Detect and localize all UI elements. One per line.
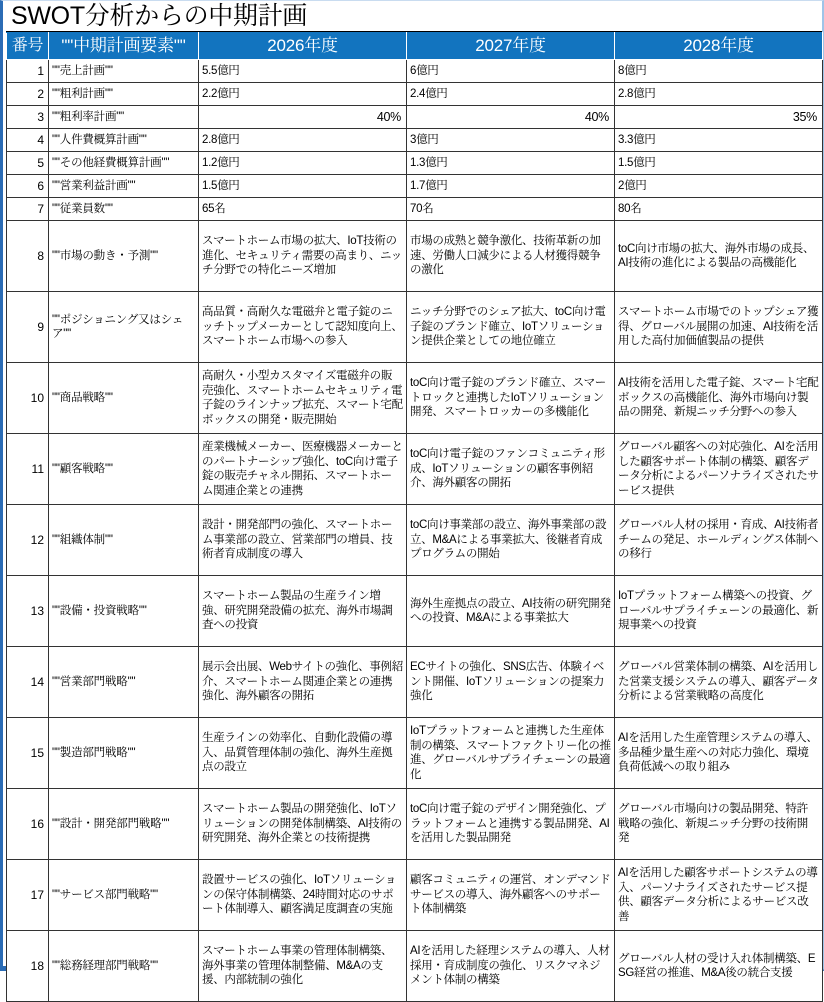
table-row	[7, 221, 823, 292]
plan-element-cell[interactable]: ""営業利益計画""	[49, 175, 199, 198]
plan-element-cell[interactable]: ""粗利率計画""	[49, 106, 199, 129]
fy2027-cell[interactable]: ニッチ分野でのシェア拡大、toC向け電子錠のブランド確立、IoTソリューション提供企業としての地位確立	[407, 292, 615, 363]
plan-element-cell[interactable]: ""設計・開発部門戦略""	[49, 789, 199, 860]
table-body	[7, 60, 823, 1002]
table-row	[7, 175, 823, 198]
fy2027-cell[interactable]: 2.4億円	[407, 83, 615, 106]
plan-element-cell[interactable]: ""製造部門戦略""	[49, 718, 199, 789]
row-number-cell[interactable]: 14	[7, 647, 49, 718]
fy2028-cell[interactable]: グローバル営業体制の構築、AIを活用した営業支援システムの導入、顧客データ分析による営業戦略の高度化	[615, 647, 823, 718]
table-header-row	[7, 33, 823, 60]
row-number-cell[interactable]: 4	[7, 129, 49, 152]
column-header-number[interactable]: 番号	[7, 33, 49, 60]
fy2026-cell[interactable]: スマートホーム事業の管理体制構築、海外事業の管理体制整備、M&Aの支援、内部統制の強化	[199, 931, 407, 1002]
column-header-fy2028[interactable]: 2028年度	[615, 33, 823, 60]
row-number-cell[interactable]: 18	[7, 931, 49, 1002]
fy2027-cell[interactable]: 1.3億円	[407, 152, 615, 175]
row-number-cell[interactable]: 6	[7, 175, 49, 198]
table-row	[7, 718, 823, 789]
plan-element-cell[interactable]: ""粗利計画""	[49, 83, 199, 106]
fy2028-cell[interactable]: AIを活用した顧客サポートシステムの導入、パーソナライズされたサービス提供、顧客データ分析によるサービス改善	[615, 860, 823, 931]
fy2028-cell[interactable]: AI技術を活用した電子錠、スマート宅配ボックスの高機能化、海外市場向け製品の開発、新規ニッチ分野への参入	[615, 363, 823, 434]
fy2028-cell[interactable]: 2.8億円	[615, 83, 823, 106]
fy2028-cell[interactable]: 2億円	[615, 175, 823, 198]
table-row	[7, 647, 823, 718]
fy2027-cell[interactable]: toC向け事業部の設立、海外事業部の設立、M&Aによる事業拡大、後継者育成プログラムの開始	[407, 505, 615, 576]
document-title-bar	[6, 1, 822, 32]
table-row	[7, 363, 823, 434]
page-title: SWOT分析からの中期計画	[11, 2, 308, 30]
table-row	[7, 292, 823, 363]
plan-element-cell[interactable]: ""設備・投資戦略""	[49, 576, 199, 647]
fy2028-cell[interactable]: 80名	[615, 198, 823, 221]
table-row	[7, 83, 823, 106]
fy2027-cell[interactable]: 3億円	[407, 129, 615, 152]
row-number-cell[interactable]: 8	[7, 221, 49, 292]
fy2028-cell[interactable]: グローバル市場向けの製品開発、特許戦略の強化、新規ニッチ分野の技術開発	[615, 789, 823, 860]
table-row	[7, 576, 823, 647]
row-number-cell[interactable]: 7	[7, 198, 49, 221]
row-number-cell[interactable]: 9	[7, 292, 49, 363]
fy2026-cell[interactable]: 設置サービスの強化、IoTソリューションの保守体制構築、24時間対応のサポート体制導入、顧客満足度調査の実施	[199, 860, 407, 931]
row-number-cell[interactable]: 1	[7, 60, 49, 83]
fy2028-cell[interactable]: 3.3億円	[615, 129, 823, 152]
plan-element-cell[interactable]: ""従業員数""	[49, 198, 199, 221]
fy2027-cell[interactable]: ECサイトの強化、SNS広告、体験イベント開催、IoTソリューションの提案力強化	[407, 647, 615, 718]
table-row	[7, 60, 823, 83]
fy2027-cell[interactable]: toC向け電子錠のファンコミュニティ形成、IoTソリューションの顧客事例紹介、海外顧客の開拓	[407, 434, 615, 505]
table-row	[7, 152, 823, 175]
fy2026-cell[interactable]: 産業機械メーカー、医療機器メーカーとのパートナーシップ強化、toC向け電子錠の販売チャネル開拓、スマートホーム関連企業との連携	[199, 434, 407, 505]
fy2026-cell[interactable]: 2.2億円	[199, 83, 407, 106]
plan-element-cell[interactable]: ""サービス部門戦略""	[49, 860, 199, 931]
fy2026-cell[interactable]: 5.5億円	[199, 60, 407, 83]
plan-element-cell[interactable]: ""その他経費概算計画""	[49, 152, 199, 175]
row-number-cell[interactable]: 13	[7, 576, 49, 647]
table-row	[7, 106, 823, 129]
plan-element-cell[interactable]: ""総務経理部門戦略""	[49, 931, 199, 1002]
row-number-cell[interactable]: 10	[7, 363, 49, 434]
plan-element-cell[interactable]: ""営業部門戦略""	[49, 647, 199, 718]
plan-element-cell[interactable]: ""売上計画""	[49, 60, 199, 83]
fy2028-cell[interactable]: 35%	[615, 106, 823, 129]
fy2027-cell[interactable]: 70名	[407, 198, 615, 221]
row-number-cell[interactable]: 15	[7, 718, 49, 789]
fy2027-cell[interactable]: toC向け電子錠のブランド確立、スマートロックと連携したIoTソリューション開発、スマートロッカーの多機能化	[407, 363, 615, 434]
row-number-cell[interactable]: 11	[7, 434, 49, 505]
fy2026-cell[interactable]: 2.8億円	[199, 129, 407, 152]
plan-element-cell[interactable]: ""顧客戦略""	[49, 434, 199, 505]
fy2027-cell[interactable]: 海外生産拠点の設立、AI技術の研究開発への投資、M&Aによる事業拡大	[407, 576, 615, 647]
table-row	[7, 434, 823, 505]
fy2026-cell[interactable]: 40%	[199, 106, 407, 129]
row-number-cell[interactable]: 5	[7, 152, 49, 175]
fy2028-cell[interactable]: 1.5億円	[615, 152, 823, 175]
fy2028-cell[interactable]: スマートホーム市場でのトップシェア獲得、グローバル展開の加速、AI技術を活用した高付加価値製品の提供	[615, 292, 823, 363]
fy2027-cell[interactable]: 6億円	[407, 60, 615, 83]
plan-element-cell[interactable]: ""人件費概算計画""	[49, 129, 199, 152]
table-row	[7, 860, 823, 931]
fy2026-cell[interactable]: 展示会出展、Webサイトの強化、事例紹介、スマートホーム関連企業との連携強化、海外顧客の開拓	[199, 647, 407, 718]
plan-element-cell[interactable]: ""商品戦略""	[49, 363, 199, 434]
fy2028-cell[interactable]: 8億円	[615, 60, 823, 83]
fy2027-cell[interactable]: 1.7億円	[407, 175, 615, 198]
table-row	[7, 505, 823, 576]
midterm-plan-table	[6, 32, 823, 1002]
table-header	[7, 33, 823, 60]
fy2026-cell[interactable]: 65名	[199, 198, 407, 221]
fy2026-cell[interactable]: スマートホーム製品の生産ライン増強、研究開発設備の拡充、海外市場調査への投資	[199, 576, 407, 647]
plan-element-cell[interactable]: ""市場の動き・予測""	[49, 221, 199, 292]
fy2026-cell[interactable]: 1.2億円	[199, 152, 407, 175]
fy2027-cell[interactable]: IoTプラットフォームと連携した生産体制の構築、スマートファクトリー化の推進、グローバルサプライチェーンの最適化	[407, 718, 615, 789]
fy2026-cell[interactable]: 高品質・高耐久な電磁弁と電子錠のニッチトップメーカーとして認知度向上、スマートホーム市場への参入	[199, 292, 407, 363]
fy2026-cell[interactable]: 1.5億円	[199, 175, 407, 198]
fy2028-cell[interactable]: グローバル人材の受け入れ体制構築、ESG経営の推進、M&A後の統合支援	[615, 931, 823, 1002]
fy2027-cell[interactable]: toC向け電子錠のデザイン開発強化、プラットフォームと連携する製品開発、AIを活用した製品開発	[407, 789, 615, 860]
table-row	[7, 789, 823, 860]
fy2026-cell[interactable]: 設計・開発部門の強化、スマートホーム事業部の設立、営業部門の増員、技術者育成制度の導入	[199, 505, 407, 576]
fy2027-cell[interactable]: 市場の成熟と競争激化、技術革新の加速、労働人口減少による人材獲得競争の激化	[407, 221, 615, 292]
fy2028-cell[interactable]: グローバル顧客への対応強化、AIを活用した顧客サポート体制の構築、顧客データ分析によるパーソナライズされたサービス提供	[615, 434, 823, 505]
plan-element-cell[interactable]: ""組織体制""	[49, 505, 199, 576]
fy2027-cell[interactable]: AIを活用した経理システムの導入、人材採用・育成制度の強化、リスクマネジメント体制の構築	[407, 931, 615, 1002]
row-number-cell[interactable]: 3	[7, 106, 49, 129]
fy2028-cell[interactable]: IoTプラットフォーム構築への投資、グローバルサプライチェーンの最適化、新規事業への投資	[615, 576, 823, 647]
row-number-cell[interactable]: 16	[7, 789, 49, 860]
fy2028-cell[interactable]: グローバル人材の採用・育成、AI技術者チームの発足、ホールディングス体制への移行	[615, 505, 823, 576]
table-row	[7, 931, 823, 1002]
fy2026-cell[interactable]: 高耐久・小型カスタマイズ電磁弁の販売強化、スマートホームセキュリティ電子錠のラインナップ拡充、スマート宅配ボックスの開発・販売開始	[199, 363, 407, 434]
row-number-cell[interactable]: 2	[7, 83, 49, 106]
row-number-cell[interactable]: 12	[7, 505, 49, 576]
fy2027-cell[interactable]: 40%	[407, 106, 615, 129]
fy2028-cell[interactable]: toC向け市場の拡大、海外市場の成長、AI技術の進化による製品の高機能化	[615, 221, 823, 292]
fy2026-cell[interactable]: スマートホーム市場の拡大、IoT技術の進化、セキュリティ需要の高まり、ニッチ分野での特化ニーズ増加	[199, 221, 407, 292]
plan-table-container	[6, 32, 822, 1002]
column-header-fy2027[interactable]: 2027年度	[407, 33, 615, 60]
fy2026-cell[interactable]: 生産ラインの効率化、自動化設備の導入、品質管理体制の強化、海外生産拠点の設立	[199, 718, 407, 789]
table-row	[7, 129, 823, 152]
fy2026-cell[interactable]: スマートホーム製品の開発強化、IoTソリューションの開発体制構築、AI技術の研究開発、海外企業との技術提携	[199, 789, 407, 860]
plan-element-cell[interactable]: ""ポジショニング又はシェア""	[49, 292, 199, 363]
table-row	[7, 198, 823, 221]
fy2028-cell[interactable]: AIを活用した生産管理システムの導入、多品種少量生産への対応力強化、環境負荷低減への取り組み	[615, 718, 823, 789]
column-header-fy2026[interactable]: 2026年度	[199, 33, 407, 60]
fy2027-cell[interactable]: 顧客コミュニティの運営、オンデマンドサービスの導入、海外顧客へのサポート体制構築	[407, 860, 615, 931]
row-number-cell[interactable]: 17	[7, 860, 49, 931]
column-header-element[interactable]: ""中期計画要素""	[49, 33, 199, 60]
